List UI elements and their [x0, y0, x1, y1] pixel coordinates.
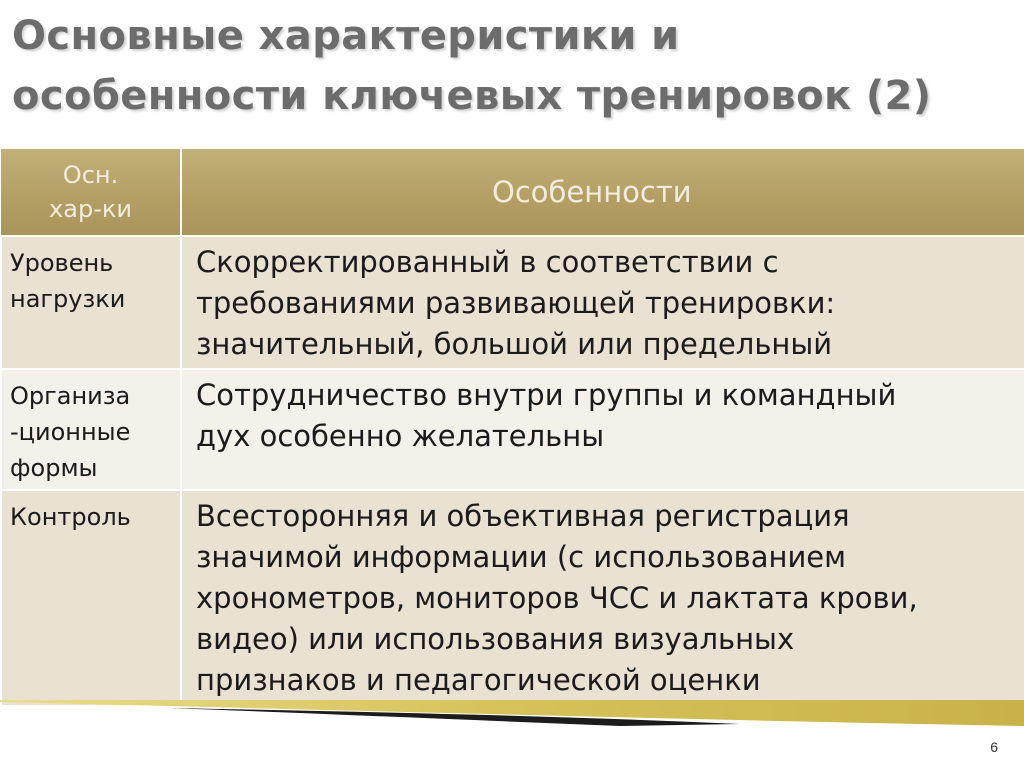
row-text-line: признаков и педагогической оценки: [196, 663, 761, 697]
row-label-line: -ционные: [10, 418, 131, 446]
page-number: 6: [990, 739, 998, 755]
header-features: Особенности: [181, 149, 1024, 236]
row-label-line: нагрузки: [10, 285, 126, 313]
row-text-line: Скорректированный в соответствии с: [196, 245, 779, 279]
row-text-line: значимой информации (с использованием: [196, 540, 847, 574]
row-label-load-level: [1, 236, 181, 369]
slide-title-line-1: Основные характеристики и: [12, 13, 680, 59]
row-text-line: видео) или использования визуальных: [196, 622, 795, 656]
row-text-load-level: [181, 236, 1024, 369]
row-text-line: Всесторонняя и объективная регистрация: [196, 499, 850, 533]
row-label-line: формы: [10, 454, 98, 482]
row-label-line: Организа: [10, 382, 131, 410]
header-characteristics: [1, 149, 181, 236]
table-row: [1, 369, 1024, 490]
table-row: [1, 236, 1024, 369]
table-header-row: [1, 149, 1024, 236]
row-text-line: значительный, большой или предельный: [196, 327, 833, 361]
row-text-line: требованиями развивающей тренировки:: [196, 286, 836, 320]
row-text-control: [181, 490, 1024, 706]
table-row: [1, 490, 1024, 706]
features-table: [0, 149, 1024, 707]
header-characteristics-line-2: хар-ки: [49, 195, 132, 223]
row-label-control: [1, 490, 181, 706]
row-text-line: хронометров, мониторов ЧСС и лактата крови,: [196, 581, 918, 615]
row-text-line: Сотрудничество внутри группы и командный: [196, 378, 897, 412]
header-characteristics-line-1: Осн.: [62, 161, 119, 189]
row-text-line: дух особенно желательны: [196, 419, 605, 453]
slide-title: [12, 6, 1012, 126]
row-label-organizational-forms: [1, 369, 181, 490]
row-label-line: Контроль: [10, 503, 131, 531]
row-text-organizational-forms: [181, 369, 1024, 490]
bottom-swoosh-decoration: [0, 700, 1024, 730]
row-label-line: Уровень: [10, 249, 114, 277]
slide-title-line-2: особенности ключевых тренировок (2): [12, 73, 932, 119]
